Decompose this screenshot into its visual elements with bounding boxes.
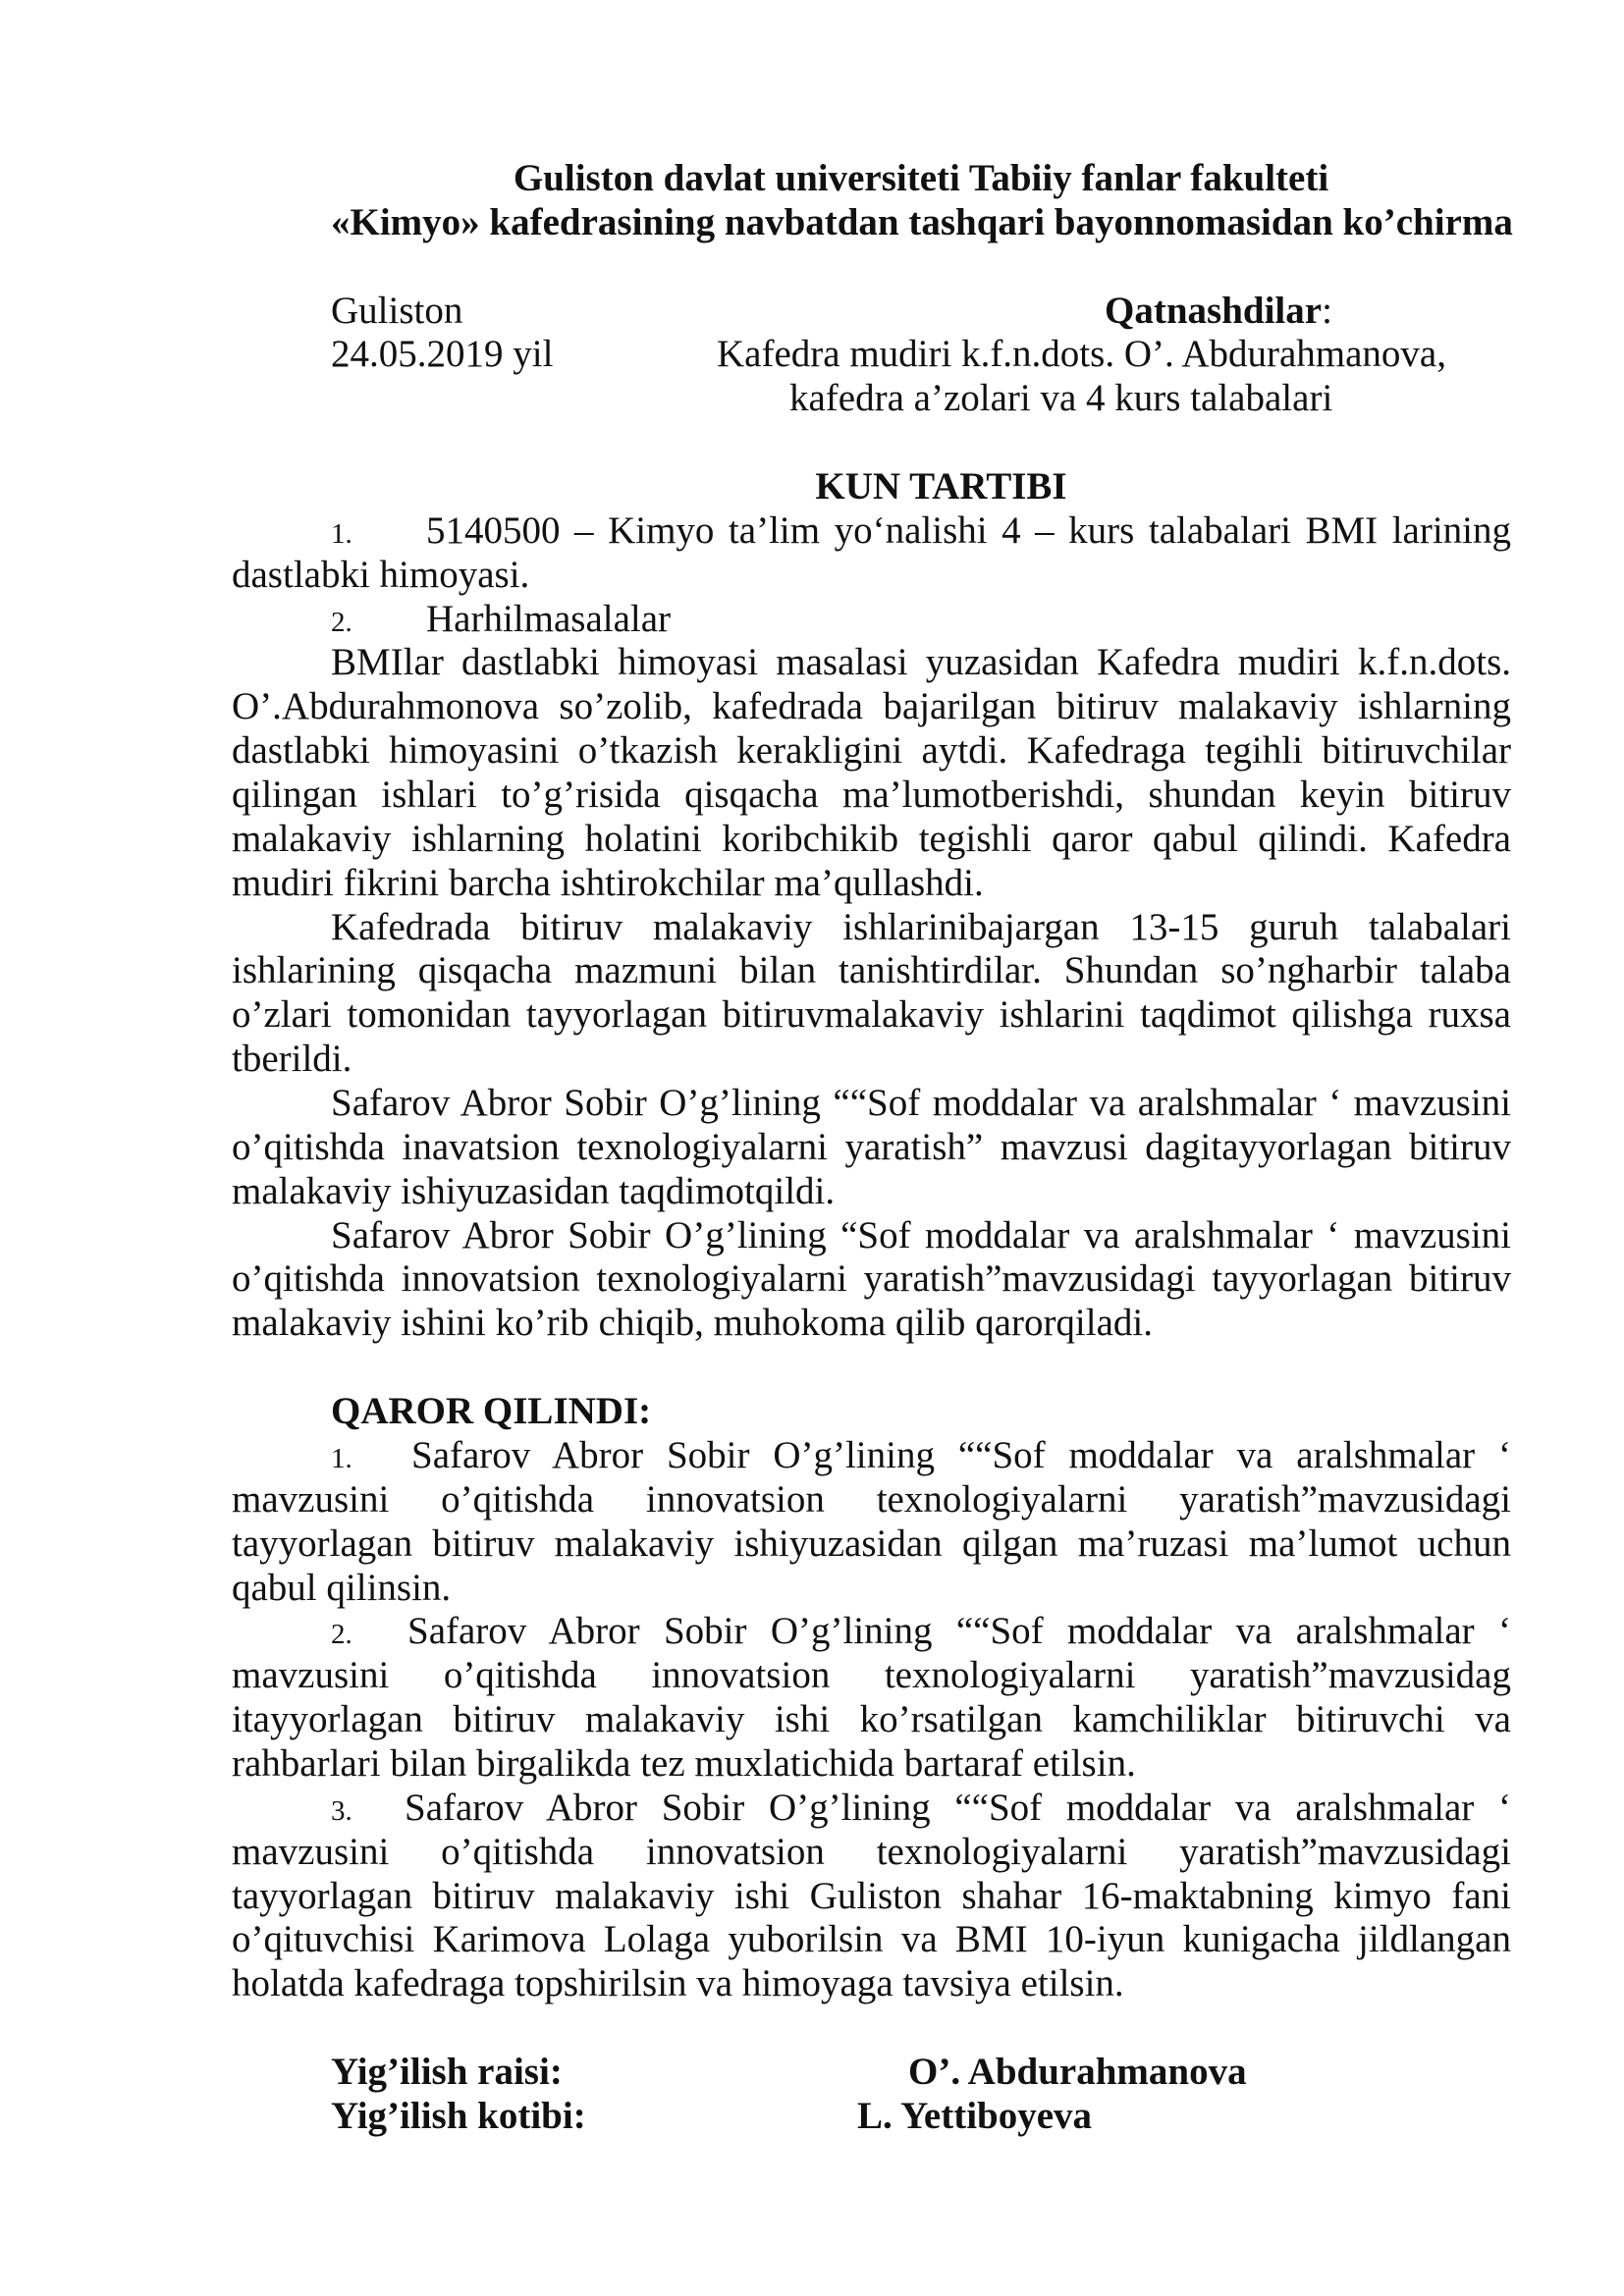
decision-section (232, 1390, 1511, 2006)
paragraph-line (232, 774, 1511, 818)
line-text: rahbarlari bilan birgalikda tez muxlatichida bartaraf etilsin. (232, 1741, 1136, 1785)
decision-item-line (232, 1831, 1511, 1875)
paragraph-line (232, 818, 1511, 862)
line-text: tberildi. (232, 1038, 352, 1081)
agenda-item-line (232, 598, 1511, 642)
line-text: mavzusini o’qitishda innovatsion texnologiyalarni yaratish”mavzusidag (232, 1654, 1511, 1697)
header-title-line-2: «Kimyo» kafedrasining navbatdan tashqari bayonnomasidan ko’chirma (331, 200, 1513, 243)
header-title-line-1: Guliston davlat universiteti Tabiiy fanlar fakulteti (513, 157, 1329, 199)
decision-item-line (232, 1787, 1511, 1831)
agenda-item-2 (232, 598, 1511, 642)
signature-secretary (232, 2095, 1511, 2139)
line-text: Harhilmasalalar (426, 597, 672, 640)
line-text: Safarov Abror Sobir O’g’lining ““Sof moddalar va aralshmalar ‘ (411, 1433, 1511, 1476)
spacer (232, 421, 1511, 465)
paragraph-line (232, 1257, 1511, 1302)
paragraph-line (232, 1214, 1511, 1258)
meeting-place: Guliston (331, 289, 463, 332)
paragraph-line (232, 1170, 1511, 1214)
decision-item-2 (232, 1610, 1511, 1786)
meeting-meta (232, 290, 1511, 422)
participants-label: Qatnashdilar (1105, 289, 1323, 332)
decision-item-line (232, 1610, 1511, 1654)
spacer (232, 1346, 1511, 1390)
decision-item-3 (232, 1787, 1511, 2006)
line-text: dastlabki himoyasini o’tkazish kerakligini aytdi. Kafedraga tegihli bitiruvchilar (232, 729, 1511, 773)
meta-line-participants (232, 377, 1511, 421)
decision-item-line (232, 1654, 1511, 1698)
discussion-paragraph-2 (232, 906, 1511, 1082)
paragraph-line (232, 993, 1511, 1038)
decision-item-line (232, 1522, 1511, 1567)
line-text: O’.Abdurahmonova so’zolib, kafedrada bajarilgan bitiruv malakaviy ishlarning (232, 685, 1511, 728)
discussion-paragraph-4 (232, 1214, 1511, 1347)
agenda-item-number: 2. (331, 606, 352, 638)
participants-heading (1105, 290, 1332, 334)
decision-item-line (232, 1742, 1511, 1787)
signature-role: Yig’ilish kotibi: (331, 2094, 586, 2137)
participants-line-2: kafedra a’zolari va 4 kurs talabalari (789, 377, 1333, 420)
line-text: holatda kafedraga topshirilsin va himoyaga tavsiya etilsin. (232, 1962, 1124, 2005)
line-text: tayyorlagan bitiruv malakaviy ishi Guliston shahar 16-maktabning kimyo fani (232, 1874, 1511, 1917)
line-text: qilingan ishlari to’g’risida qisqacha ma’lumotberishdi, shundan keyin bitiruv (232, 774, 1511, 817)
line-text: itayyorlagan bitiruv malakaviy ishi ko’rsatilgan kamchiliklar bitiruvchi va (232, 1698, 1511, 1741)
paragraph-line (232, 641, 1511, 685)
line-text: Safarov Abror Sobir O’g’lining ““Sof moddalar va aralshmalar ‘ (407, 1610, 1511, 1653)
paragraph-line (232, 1302, 1511, 1346)
line-text: malakaviy ishini ko’rib chiqib, muhokoma qilib qarorqiladi. (232, 1302, 1153, 1345)
signature-name: O’. Abdurahmanova (908, 2050, 1247, 2093)
paragraph-line (232, 729, 1511, 774)
line-text: Safarov Abror Sobir O’g’lining ““Sof moddalar va aralshmalar ‘ mavzusini (331, 1082, 1511, 1125)
line-text: Safarov Abror Sobir O’g’lining ““Sof moddalar va aralshmalar ‘ (405, 1786, 1511, 1829)
line-text: ishlarining qisqacha mazmuni bilan tanishtirdilar. Shundan so’ngharbir talaba (232, 949, 1511, 992)
agenda-item-line (232, 554, 1511, 598)
discussion-paragraph-3 (232, 1082, 1511, 1214)
signature-chair (232, 2051, 1511, 2095)
decision-item-line (232, 1434, 1511, 1478)
agenda-title: KUN TARTIBI (815, 465, 1067, 508)
line-text: mavzusini o’qitishda innovatsion texnologiyalarni yaratish”mavzusidagi (232, 1477, 1511, 1521)
line-text: mavzusini o’qitishda innovatsion texnologiyalarni yaratish”mavzusidagi (232, 1830, 1511, 1873)
line-text: Kafedrada bitiruv malakaviy ishlarinibajargan 13-15 guruh talabalari (331, 905, 1511, 948)
paragraph-line (232, 862, 1511, 906)
line-text: malakaviy ishiyuzasidan taqdimotqildi. (232, 1169, 836, 1212)
decision-item-number: 3. (331, 1794, 352, 1827)
paragraph-line (232, 685, 1511, 729)
line-text: mudiri fikrini barcha ishtirokchilar ma’qullashdi. (232, 861, 984, 904)
paragraph-line (232, 1038, 1511, 1082)
document-body (232, 157, 1511, 2139)
line-text: malakaviy ishlarning holatini koribchikib tegishli qaror qabul qilindi. Kafedra (232, 817, 1511, 860)
decision-item-1 (232, 1434, 1511, 1610)
decision-item-line (232, 1918, 1511, 1962)
line-text: o’zlari tomonidan tayyorlagan bitiruvmalakaviy ishlarini taqdimot qilishga ruxsa (232, 993, 1511, 1037)
document-header (232, 157, 1511, 245)
decision-item-number: 2. (331, 1619, 352, 1651)
line-text: 5140500 – Kimyo ta’lim yo‘nalishi 4 – kurs talabalari BMI larining (426, 508, 1511, 552)
spacer (232, 245, 1511, 290)
line-text: Safarov Abror Sobir O’g’lining “Sof moddalar va aralshmalar ‘ mavzusini (331, 1213, 1511, 1256)
agenda-section (232, 465, 1511, 641)
participants-colon: : (1322, 289, 1332, 332)
discussion-paragraph-1 (232, 641, 1511, 905)
decision-item-line (232, 1567, 1511, 1611)
agenda-item-line (232, 509, 1511, 554)
decision-title: QAROR QILINDI: (331, 1390, 652, 1433)
meeting-date: 24.05.2019 yil (331, 333, 554, 376)
meta-line-date (232, 333, 1511, 377)
signature-block (232, 2051, 1511, 2139)
line-text: o’qitishda innovatsion texnologiyalarni yaratish”mavzusidagi tayyorlagan bitiruv (232, 1257, 1511, 1301)
line-text: dastlabki himoyasi. (232, 553, 530, 596)
line-text: tayyorlagan bitiruv malakaviy ishiyuzasidan qilgan ma’ruzasi ma’lumot uchun (232, 1522, 1511, 1565)
meta-line-place (232, 290, 1511, 334)
decision-item-line (232, 1962, 1511, 2006)
decision-item-line (232, 1875, 1511, 1919)
participants-line-1: Kafedra mudiri k.f.n.dots. O’. Abdurahmanova, (717, 333, 1446, 376)
line-text: BMIlar dastlabki himoyasi masalasi yuzasidan Kafedra mudiri k.f.n.dots. (331, 641, 1511, 684)
signature-role: Yig’ilish raisi: (331, 2050, 563, 2093)
paragraph-line (232, 1082, 1511, 1126)
decision-item-line (232, 1478, 1511, 1522)
line-text: qabul qilinsin. (232, 1566, 452, 1609)
paragraph-line (232, 1126, 1511, 1170)
decision-item-number: 1. (331, 1442, 352, 1474)
signature-name: L. Yettiboyeva (857, 2094, 1093, 2137)
line-text: o’qituvchisi Karimova Lolaga yuborilsin va BMI 10-iyun kunigacha jildlangan (232, 1918, 1511, 1961)
agenda-item-1 (232, 509, 1511, 598)
agenda-item-number: 1. (331, 517, 352, 550)
discussion-section (232, 641, 1511, 1346)
paragraph-line (232, 949, 1511, 993)
spacer (232, 2006, 1511, 2051)
line-text: o’qitishda inavatsion texnologiyalarni yaratish” mavzusi dagitayyorlagan bitiruv (232, 1125, 1511, 1168)
paragraph-line (232, 906, 1511, 950)
decision-item-line (232, 1698, 1511, 1742)
